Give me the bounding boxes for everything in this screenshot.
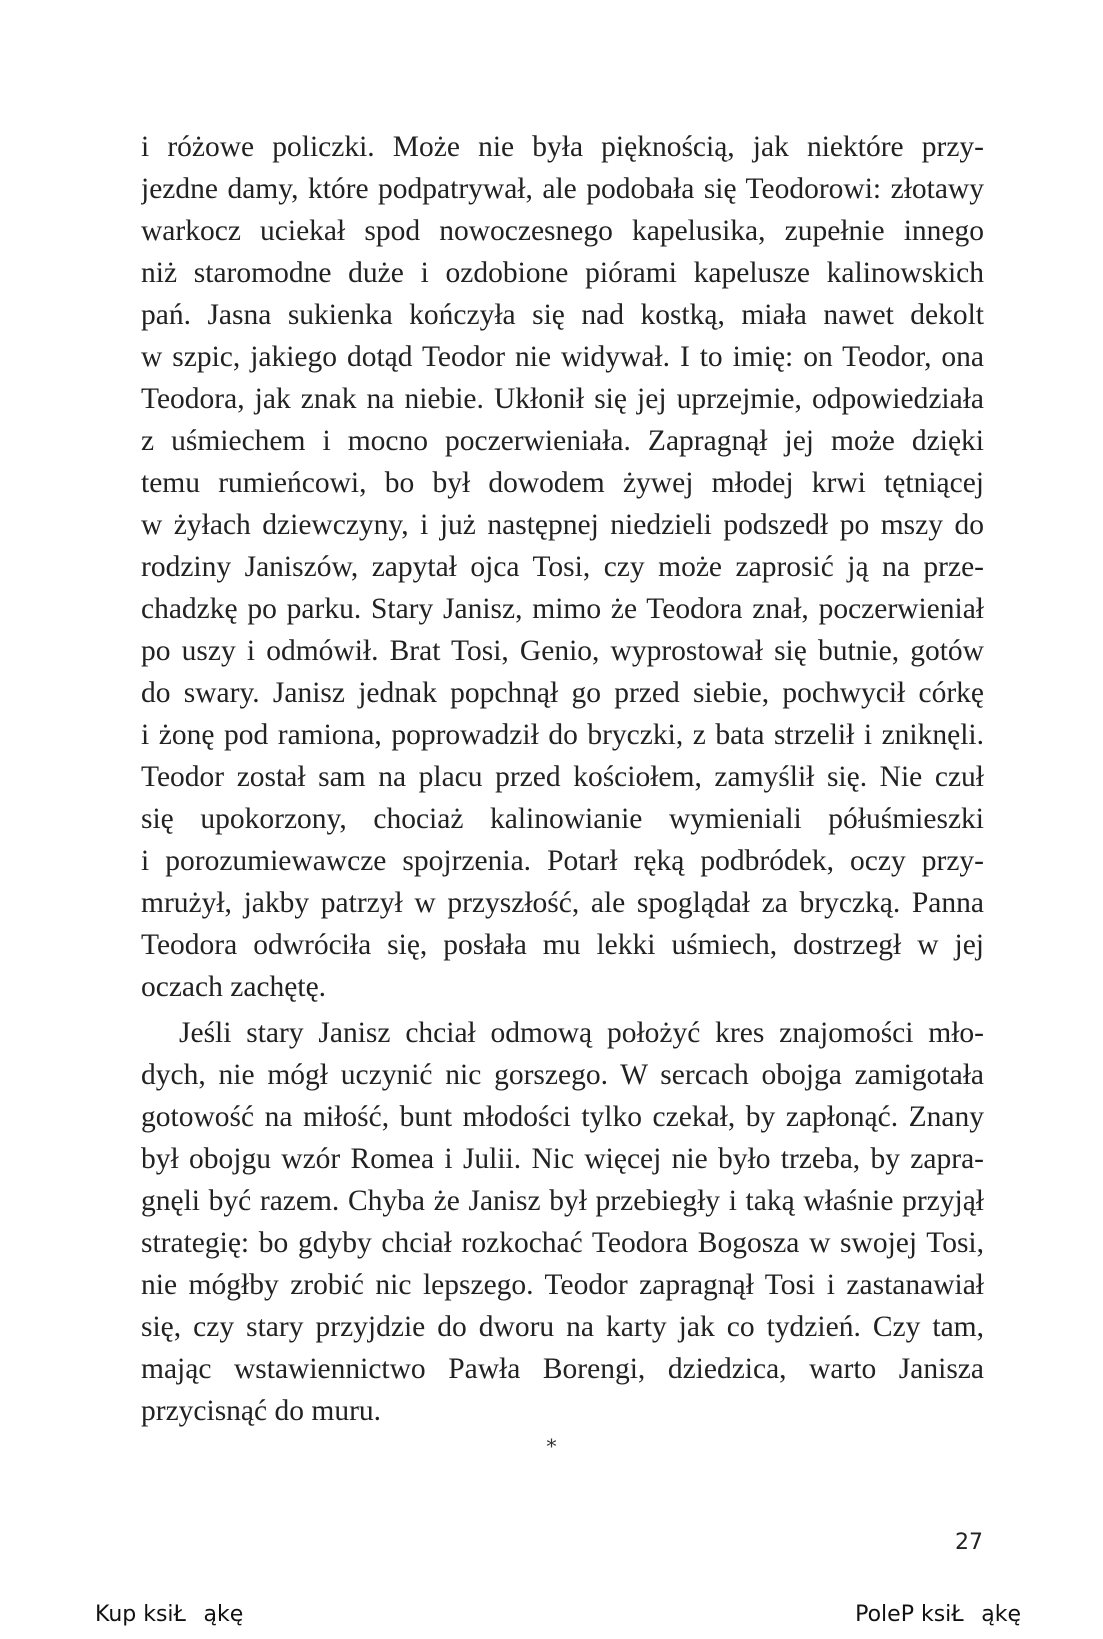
text-line: przycisnąć do muru. [141,1395,382,1427]
recommend-book-link[interactable]: PoleP ksiŁąkę [855,1602,1021,1627]
text-line: temu rumieńcowi, bo był dowodem żywej młodej krwi tętniącej [141,467,984,499]
buy-book-link[interactable]: Kup ksiŁąkę [95,1602,244,1627]
text-line: i porozumiewawcze spojrzenia. Potarł ręką podbródek, oczy przy- [141,845,984,877]
text-line: w żyłach dziewczyny, i już następnej niedzieli podszedł po mszy do [141,509,984,541]
page-number: 27 [955,1530,983,1555]
text-line: gnęli być razem. Chyba że Janisz był przebiegły i taką właśnie przyjął [141,1185,984,1217]
paragraph-1 [141,126,984,1008]
text-line: po uszy i odmówił. Brat Tosi, Genio, wyprostował się butnie, gotów [141,635,984,667]
text-line: mając wstawiennictwo Pawła Borengi, dziedzica, warto Janisza [141,1353,984,1385]
paragraph-2 [141,1012,984,1432]
section-separator: * [546,1434,557,1458]
text-line: do swary. Janisz jednak popchnął go przed siebie, pochwycił córkę [141,677,984,709]
text-line: Jeśli stary Janisz chciał odmową położyć kres znajomości mło- [179,1017,984,1049]
text-line: oczach zachętę. [141,971,327,1003]
text-line: warkocz uciekał spod nowoczesnego kapelusika, zupełnie innego [141,215,984,247]
text-line: w szpic, jakiego dotąd Teodor nie widywał. I to imię: on Teodor, ona [141,341,984,373]
text-line: gotowość na miłość, bunt młodości tylko czekał, by zapłonąć. Znany [141,1101,984,1133]
text-line: rodziny Janiszów, zapytał ojca Tosi, czy może zaprosić ją na prze- [141,551,984,583]
text-line: się, czy stary przyjdzie do dworu na karty jak co tydzień. Czy tam, [141,1311,984,1343]
text-line: Teodora, jak znak na niebie. Ukłonił się jej uprzejmie, odpowiedziała [141,383,984,415]
text-line: niż staromodne duże i ozdobione piórami kapelusze kalinowskich [141,257,984,289]
page-body [141,126,984,1432]
text-line: mrużył, jakby patrzył w przyszłość, ale spoglądał za bryczką. Panna [141,887,984,919]
text-line: z uśmiechem i mocno poczerwieniała. Zapragnął jej może dzięki [141,425,984,457]
text-line: strategię: bo gdyby chciał rozkochać Teodora Bogosza w swojej Tosi, [141,1227,984,1259]
text-line: nie mógłby zrobić nic lepszego. Teodor zapragnął Tosi i zastanawiał [141,1269,984,1301]
text-line: Teodor został sam na placu przed kościołem, zamyślił się. Nie czuł [141,761,984,793]
text-line: Teodora odwróciła się, posłała mu lekki uśmiech, dostrzegł w jej [141,929,984,961]
text-line: chadzkę po parku. Stary Janisz, mimo że Teodora znał, poczerwieniał [141,593,984,625]
text-line: pań. Jasna sukienka kończyła się nad kostką, miała nawet dekolt [141,299,984,331]
text-line: dych, nie mógł uczynić nic gorszego. W sercach obojga zamigotała [141,1059,984,1091]
text-line: jezdne damy, które podpatrywał, ale podobała się Teodorowi: złotawy [141,173,984,205]
text-line: się upokorzony, chociaż kalinowianie wymieniali półuśmieszki [141,803,984,835]
text-line: i żonę pod ramiona, poprowadził do bryczki, z bata strzelił i zniknęli. [141,719,984,751]
text-line: i różowe policzki. Może nie była pięknością, jak niektóre przy- [141,131,984,163]
text-line: był obojgu wzór Romea i Julii. Nic więcej nie było trzeba, by zapra- [141,1143,984,1175]
